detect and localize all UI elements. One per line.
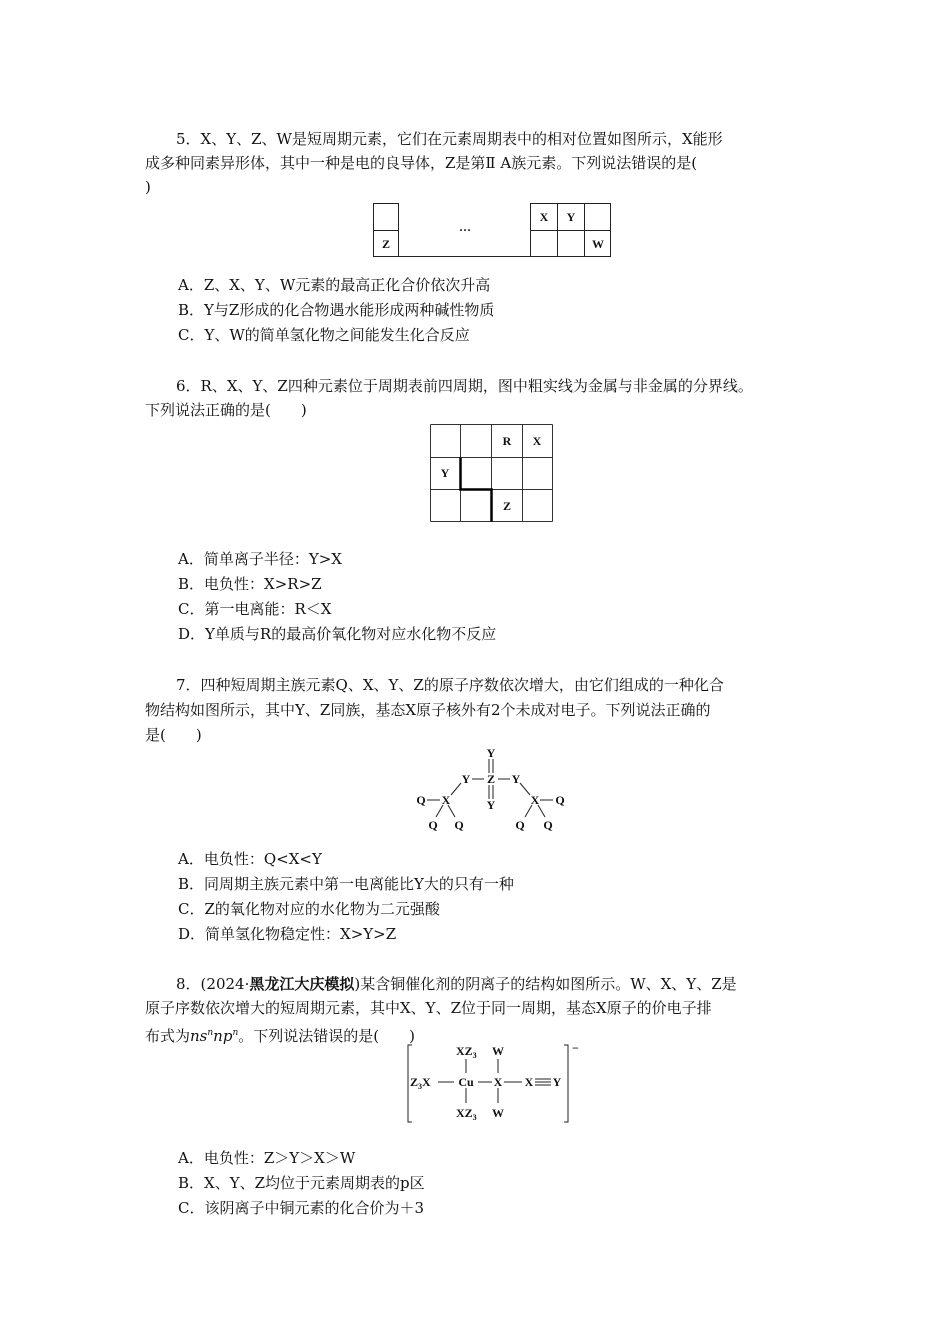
q7-stem-line3: 是( ) (145, 726, 202, 744)
q8-ns: ns (190, 1027, 208, 1045)
q7-structure (410, 745, 570, 835)
q5-option-b: B．Y与Z形成的化合物遇水能形成两种碱性物质 (178, 301, 495, 319)
q7-option-a: A．电负性：Q<X<Y (178, 850, 322, 868)
q8-option-c: C．该阴离子中铜元素的化合价为＋3 (178, 1199, 425, 1217)
q6-stem-line2: 下列说法正确的是( ) (145, 401, 307, 419)
q7-atom-y-left: Y (461, 772, 471, 786)
q7-atom-q2: Q (428, 818, 438, 832)
q5-periodic-table (373, 203, 611, 257)
q6-option-a: A．简单离子半径：Y>X (178, 550, 342, 568)
q6-stem-line1: 6．R、X、Y、Z四种元素位于周期表前四周期，图中粗实线为金属与非金属的分界线。 (176, 377, 753, 395)
q7-atom-y-bottom: Y (486, 798, 496, 812)
q8-line1-rest: )某含铜催化剂的阴离子的结构如图所示。W、X、Y、Z是 (354, 975, 737, 993)
q5-cell-x: X (539, 210, 549, 224)
q8-xz3-bottom: $XZ_3$ (456, 1106, 477, 1122)
q7-atom-q4: Q (555, 793, 565, 807)
q7-atom-x-left: X (441, 793, 451, 807)
q8-option-b: B．X、Y、Z均位于元素周期表的p区 (178, 1174, 425, 1192)
q5-option-a: A．Z、X、Y、W元素的最高正化合价依次升高 (178, 276, 491, 294)
q8-y: Y (552, 1075, 562, 1089)
q8-z3x: $Z_3X$ (410, 1075, 431, 1091)
q7-atom-q5: Q (515, 818, 525, 832)
q6-boundary-line (461, 458, 492, 522)
q8-line3-a: 布式为 (145, 1027, 191, 1045)
q8-w-top: W (492, 1044, 504, 1058)
q8-charge: − (572, 1043, 579, 1055)
q7-stem-line1: 7．四种短周期主族元素Q、X、Y、Z的原子序数依次增大，由它们组成的一种化合 (176, 676, 724, 694)
q7-option-d: D．简单氢化物稳定性：X>Y>Z (178, 925, 397, 943)
q5-stem-line2: 成多种同素异形体，其中一种是电的良导体，Z是第Ⅱ A族元素。下列说法错误的是( (145, 154, 698, 172)
q8-structure-drawing (404, 1043, 584, 1125)
q8-np: np (213, 1027, 233, 1045)
q8-stem-line1 (176, 973, 737, 995)
q8-x-center: X (493, 1075, 503, 1089)
q6-cell-r: R (502, 434, 512, 448)
q6-table-drawing (430, 424, 554, 524)
q7-stem-line2: 物结构如图所示，其中Y、Z同族，基态X原子核外有2个未成对电子。下列说法正确的 (145, 701, 711, 719)
q6-cell-x: X (532, 434, 542, 448)
q7-atom-y-right: Y (511, 772, 521, 786)
q7-atom-q3: Q (454, 818, 464, 832)
q8-stem-line3 (145, 1022, 415, 1047)
q5-table-drawing (373, 203, 613, 259)
q8-n-sup2: n (232, 1028, 239, 1038)
q6-option-d: D．Y单质与R的最高价氧化物对应水化物不反应 (178, 625, 497, 643)
q7-option-b: B．同周期主族元素中第一电离能比Y大的只有一种 (178, 875, 514, 893)
q8-option-a: A．电负性：Z＞Y＞X＞W (178, 1149, 356, 1167)
q7-atom-x-right: X (530, 793, 540, 807)
q8-structure (404, 1043, 584, 1125)
q7-atom-q1: Q (416, 793, 426, 807)
q5-cell-z: Z (381, 237, 391, 251)
q8-cu: Cu (458, 1075, 474, 1089)
q6-option-b: B．电负性：X>R>Z (178, 575, 322, 593)
q8-line3-b: 。下列说法错误的是( ) (238, 1027, 415, 1045)
q5-cell-dots: ··· (458, 223, 472, 237)
q5-option-c: C．Y、W的简单氢化物之间能发生化合反应 (178, 326, 470, 344)
q7-atom-y-top: Y (486, 746, 496, 760)
q7-atom-q6: Q (543, 818, 553, 832)
q7-option-c: C．Z的氧化物对应的水化物为二元强酸 (178, 900, 440, 918)
q6-cell-z: Z (502, 499, 512, 513)
q6-cell-y: Y (440, 466, 450, 480)
q7-atom-z: Z (486, 772, 496, 786)
q6-periodic-table (430, 424, 553, 522)
q8-w-bottom: W (492, 1106, 504, 1120)
q5-cell-w: W (592, 237, 604, 251)
q8-source: 黑龙江大庆模拟 (249, 975, 355, 993)
q7-structure-drawing (410, 745, 570, 835)
q8-prefix: 8．(2024· (176, 975, 250, 993)
q5-stem-line3: ) (145, 178, 151, 196)
q6-option-c: C．第一电离能：R＜X (178, 600, 332, 618)
q8-n-sup1: n (207, 1028, 214, 1038)
q8-stem-line2: 原子序数依次增大的短周期元素，其中X、Y、Z位于同一周期，基态X原子的价电子排 (145, 999, 712, 1017)
q5-stem-line1: 5．X、Y、Z、W是短周期元素，它们在元素周期表中的相对位置如图所示，X能形 (176, 130, 723, 148)
q5-cell-y: Y (566, 210, 576, 224)
q8-xz3-top: $XZ_3$ (456, 1044, 477, 1060)
q8-x-right: X (524, 1075, 534, 1089)
